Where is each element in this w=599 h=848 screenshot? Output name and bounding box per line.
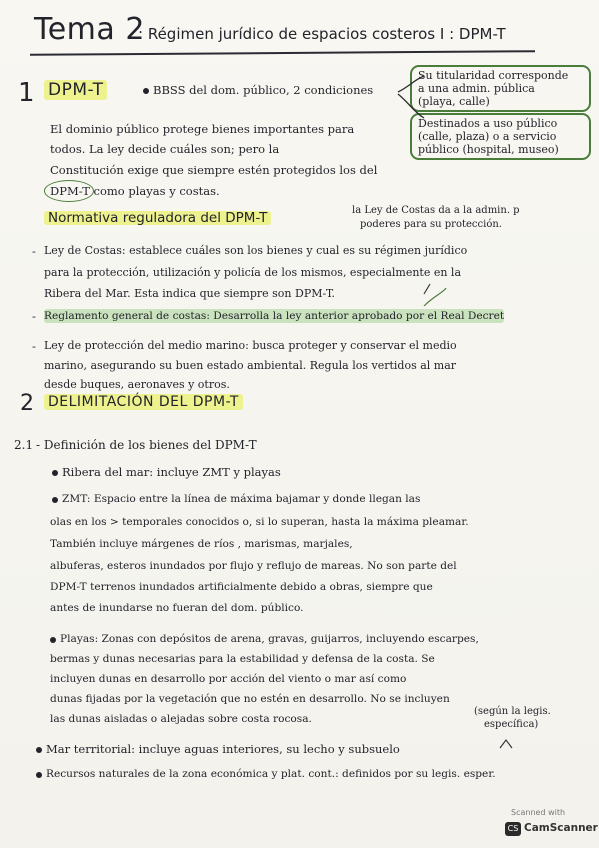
bullet-line: las dunas aisladas o alejadas sobre costa rocosa. [50,713,312,725]
normativa-item-line: Ley de protección del medio marino: busca proteger y conservar el medio [44,339,457,352]
para-line: DPM-T como playas y costas. [50,184,220,198]
normativa-item-line: desde buques, aeronaves y otros. [44,378,230,391]
bullet-line: albuferas, esteros inundados por flujo y reflujo de mareas. No son parte del [50,560,457,572]
section-1-heading: DPM-T [44,80,107,100]
bullet-line: dunas fijadas por la vegetación que no estén en desarrollo. No se incluyen [50,693,450,705]
normativa-item-line: marino, asegurando su buen estado ambiental. Regula los vertidos al mar [44,359,457,372]
list-item-dash: - [32,309,36,323]
scanner-watermark [497,808,598,842]
normativa-note-line: poderes para su protección. [360,219,502,230]
box-line: a una admin. pública [418,82,535,95]
box-line: Su titularidad corresponde [418,69,569,82]
normativa-item-line: para la protección, utilización y policía de los mismos, especialmente en la [44,266,462,279]
para-line: Constitución exige que siempre estén protegidos los del [50,163,378,177]
box-line: (playa, calle) [418,95,490,108]
bullet-line: Mar territorial: incluye aguas interiores, su lecho y subsuelo [46,742,400,756]
bullet-line: ZMT: Espacio entre la línea de máxima bajamar y donde llegan las [62,493,421,505]
camscanner-logo-icon: CS [505,822,521,836]
subsection-heading: - Definición de los bienes del DPM-T [36,438,257,452]
box-line: Destinados a uso público [418,117,558,130]
section-2-heading: DELIMITACIÓN DEL DPM-T [44,394,243,410]
bullet-line: Recursos naturales de la zona económica y plat. cont.: definidos por su legis. esper. [46,768,496,780]
camscanner-label: CamScanner [524,822,598,834]
subsection-number: 2.1 [14,438,34,452]
normativa-note-line: la Ley de Costas da a la admin. p [352,205,520,216]
bullet-line: DPM-T terrenos inundados artificialmente debido a obras, siempre que [50,581,433,593]
section-2-number: 2 [20,391,34,416]
list-item-dash: - [32,339,36,353]
bullet-line: Playas: Zonas con depósitos de arena, gravas, guijarros, incluyendo escarpes, [60,633,479,645]
box-line: (calle, plaza) o a servicio [418,130,557,143]
bullet-line: bermas y dunas necesarias para la estabilidad y defensa de la costa. Se [50,653,435,665]
bullet-line: Ribera del mar: incluye ZMT y playas [62,465,281,479]
section-1-lead: BBSS del dom. público, 2 condiciones [153,83,374,97]
bullet-line: antes de inundarse no fueran del dom. público. [50,602,304,614]
bullet-line: También incluye márgenes de ríos , marismas, marjales, [50,538,353,550]
scanned-with-label: Scanned with [511,808,566,817]
normativa-heading: Normativa reguladora del DPM-T [44,211,271,225]
page-subtitle: : Régimen jurídico de espacios costeros I : DPM-T [138,25,506,43]
para-line: todos. La ley decide cuáles son; pero la [50,142,280,156]
page-title: Tema 2 [34,12,145,47]
box-line: público (hospital, museo) [418,143,559,156]
playas-note-line: específica) [484,719,539,730]
para-line: El dominio público protege bienes importantes para [50,122,355,136]
playas-note-line: (según la legis. [474,706,551,717]
normativa-item-line: Reglamento general de costas: Desarrolla la ley anterior aprobado por el Real Decret [44,310,505,322]
section-1-number: 1 [18,78,35,108]
bullet-line: incluyen dunas en desarrollo por acción del viento o mar así como [50,673,407,685]
normativa-item-line: Ley de Costas: establece cuáles son los bienes y cual es su régimen jurídico [44,244,468,257]
list-item-dash: - [32,244,36,258]
bullet-line: olas en los > temporales conocidos o, si lo superan, hasta la máxima pleamar. [50,516,469,528]
normativa-item-line: Ribera del Mar. Esta indica que siempre son DPM-T. [44,287,336,300]
